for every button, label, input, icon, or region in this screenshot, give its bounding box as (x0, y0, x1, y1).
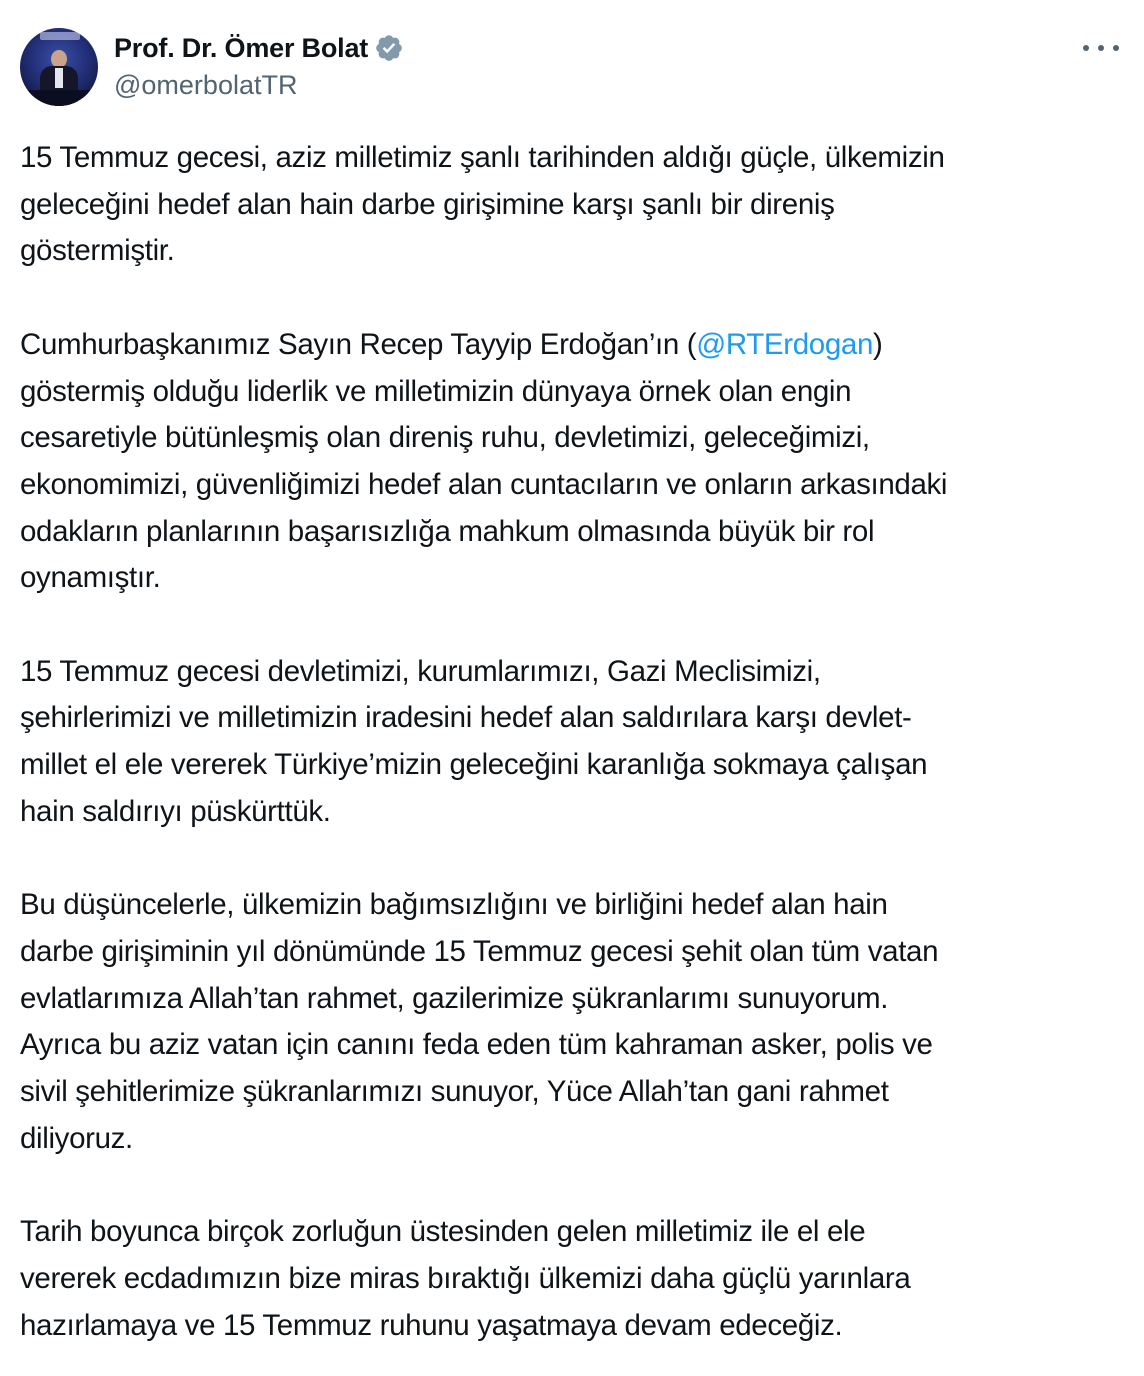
author-info (114, 30, 404, 101)
more-horizontal-icon-dot (1083, 45, 1089, 51)
avatar-background-text (40, 32, 80, 40)
text-line: 15 Temmuz gecesi devletimizi, kurumlarımızı, Gazi Meclisimizi, (20, 654, 821, 688)
avatar-desk (20, 90, 98, 106)
text-line: oynamıştır. (20, 561, 161, 595)
more-horizontal-icon-dot (1113, 45, 1119, 51)
tweet-text (20, 135, 1130, 1349)
author-handle[interactable]: @omerbolatTR (114, 70, 298, 100)
text-line: evlatlarımıza Allah’tan rahmet, gazilerimize şükranlarımı sunuyorum. (20, 981, 889, 1015)
text-line: diliyoruz. (20, 1121, 133, 1155)
text-line: göstermiştir. (20, 234, 175, 268)
text-line: 15 Temmuz gecesi, aziz milletimiz şanlı tarihinden aldığı güçle, ülkemizin (20, 141, 945, 174)
author-display-name[interactable]: Prof. Dr. Ömer Bolat (114, 32, 369, 63)
more-options-button[interactable] (1083, 36, 1119, 60)
mention-link[interactable]: @RTErdogan (696, 327, 874, 361)
tweet-paragraph-5 (20, 1209, 1130, 1349)
name-row (114, 30, 404, 66)
text-line: Ayrıca bu aziz vatan için canını feda eden tüm kahraman asker, polis ve (20, 1028, 933, 1062)
avatar[interactable] (20, 28, 98, 106)
tweet-paragraph-3 (20, 649, 1130, 836)
text-line: göstermiş olduğu liderlik ve milletimizin dünyaya örnek olan engin (20, 374, 852, 408)
text-segment: ) (873, 327, 883, 361)
text-line: millet el ele vererek Türkiye’mizin geleceğini karanlığa sokmaya çalışan (20, 748, 928, 782)
text-line: geleceğini hedef alan hain darbe girişimine karşı şanlı bir direniş (20, 187, 835, 221)
text-line: hazırlamaya ve 15 Temmuz ruhunu yaşatmaya devam edeceğiz. (20, 1308, 843, 1342)
text-line: şehirlerimizi ve milletimizin iradesini hedef alan saldırılara karşı devlet- (20, 701, 912, 735)
text-line-with-mention (20, 322, 1130, 369)
tweet-paragraph-4 (20, 882, 1130, 1162)
text-line: darbe girişiminin yıl dönümünde 15 Temmuz gecesi şehit olan tüm vatan (20, 934, 939, 968)
text-line: Bu düşüncelerle, ülkemizin bağımsızlığını ve birliğini hedef alan hain (20, 888, 888, 922)
verified-badge-icon[interactable] (374, 33, 404, 63)
tweet-header (20, 28, 1124, 108)
text-line: odakların planlarının başarısızlığa mahkum olmasında büyük bir rol (20, 514, 875, 548)
tweet-paragraph-1 (20, 135, 1130, 275)
text-line: sivil şehitlerimize şükranlarımızı sunuyor, Yüce Allah’tan gani rahmet (20, 1075, 889, 1109)
text-line: ekonomimizi, güvenliğimizi hedef alan cuntacıların ve onların arkasındaki (20, 467, 948, 501)
text-line: cesaretiyle bütünleşmiş olan direniş ruhu, devletimizi, geleceğimizi, (20, 421, 870, 455)
text-line: vererek ecdadımızın bize miras bıraktığı ülkemizi daha güçlü yarınlara (20, 1261, 911, 1295)
text-line: Tarih boyunca birçok zorluğun üstesinden gelen milletimiz ile el ele (20, 1215, 866, 1249)
more-horizontal-icon-dot (1098, 45, 1104, 51)
text-segment: Cumhurbaşkanımız Sayın Recep Tayyip Erdoğan’ın ( (20, 327, 697, 361)
text-line: hain saldırıyı püskürttük. (20, 794, 331, 828)
tweet-paragraph-2 (20, 322, 1130, 602)
avatar-person-shirt (55, 68, 63, 88)
